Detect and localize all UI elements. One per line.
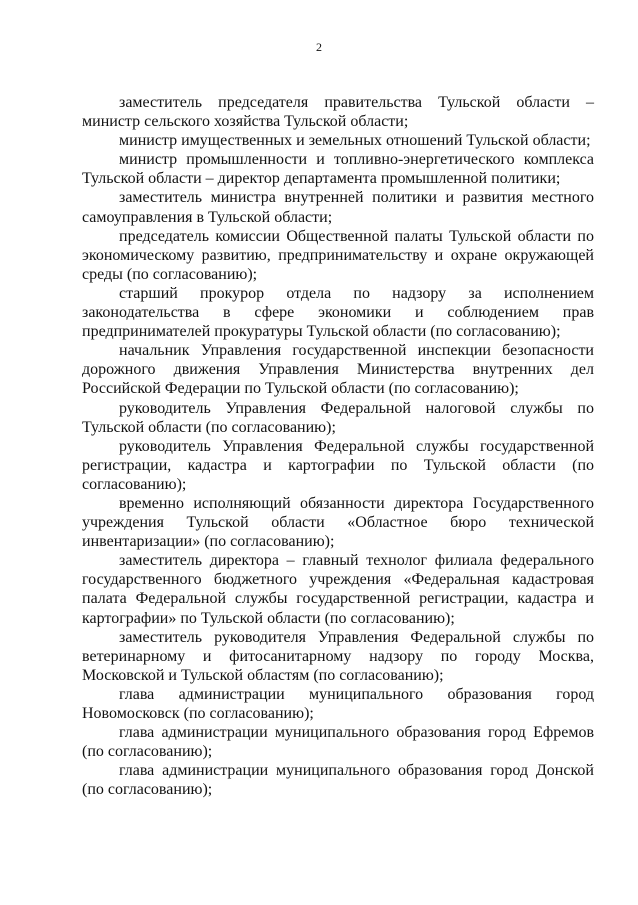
list-item: заместитель руководителя Управления Федеральной службы по ветеринарному и фитосанитарному надзору по городу Москва, Московской и Тульской областям (по согласованию); <box>82 628 594 684</box>
list-item: руководитель Управления Федеральной налоговой службы по Тульской области (по согласованию); <box>82 399 594 436</box>
list-item: председатель комиссии Общественной палаты Тульской области по экономическому развитию, предпринимательству и охране окружающей среды (по согласованию); <box>82 227 594 283</box>
list-item: министр имущественных и земельных отношений Тульской области; <box>119 132 591 150</box>
list-item: заместитель директора – главный технолог филиала федерального государственного бюджетного учреждения «Федеральная кадастровая палата Федеральной службы государственной регистрации, кадастра и картографии» по Тульской области (по согласованию); <box>82 552 594 627</box>
list-item: временно исполняющий обязанности директора Государственного учреждения Тульской области «Областное бюро технической инвентаризации» (по согласованию); <box>82 494 594 551</box>
list-item: глава администрации муниципального образования город Донской (по согласованию); <box>82 762 594 799</box>
list-item: заместитель председателя правительства Тульской области – министр сельского хозяйства Тульской области; <box>82 94 594 131</box>
list-item: начальник Управления государственной инспекции безопасности дорожного движения Управления Министерства внутренних дел Российской Федерации по Тульской области (по согласованию); <box>82 342 594 398</box>
list-item: старший прокурор отдела по надзору за исполнением законодательства в сфере экономики и соблюдением прав предпринимателей прокуратуры Тульской области (по согласованию); <box>82 284 594 341</box>
list-item: заместитель министра внутренней политики и развития местного самоуправления в Тульской области; <box>82 189 594 226</box>
page-number: 2 <box>316 40 322 54</box>
list-item: глава администрации муниципального образования город Новомосковск (по согласованию); <box>82 685 594 722</box>
list-item: руководитель Управления Федеральной службы государственной регистрации, кадастра и картографии по Тульской области (по согласованию); <box>82 437 594 493</box>
list-item: министр промышленности и топливно-энергетического комплекса Тульской области – директор департамента промышленной политики; <box>82 151 594 188</box>
member-list <box>82 93 594 799</box>
list-item: глава администрации муниципального образования город Ефремов (по согласованию); <box>82 724 594 761</box>
